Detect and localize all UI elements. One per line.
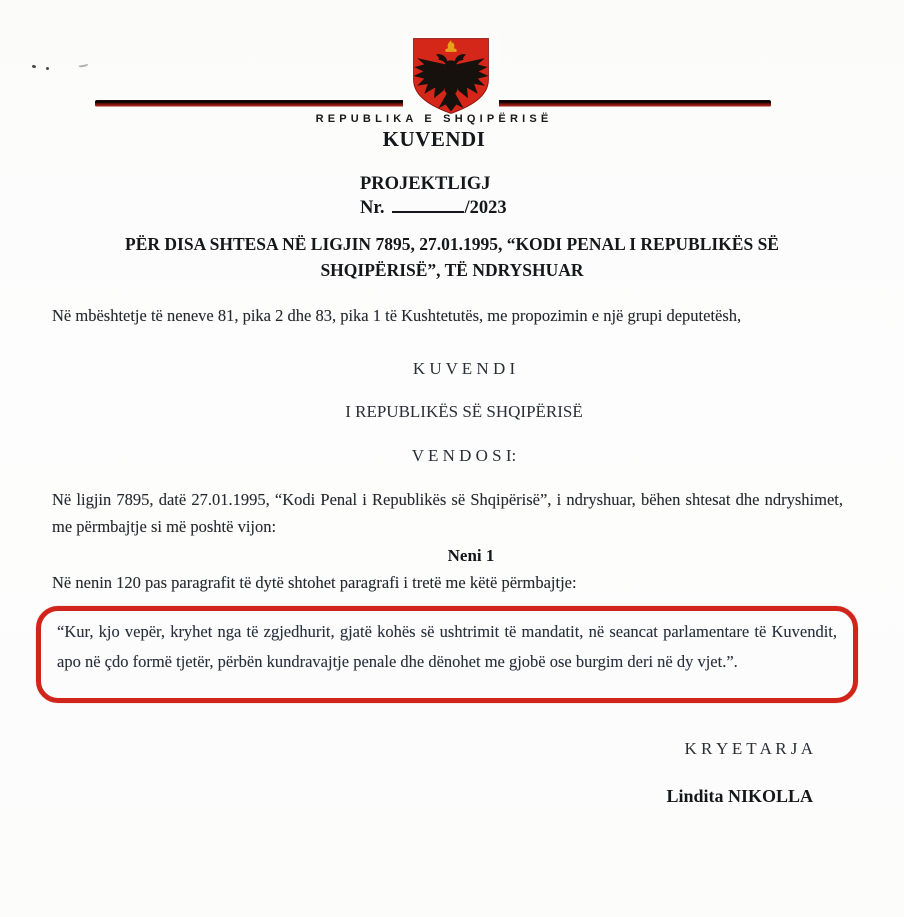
pen-mark-dot	[46, 67, 49, 70]
doc-number-prefix: Nr.	[360, 198, 385, 218]
decision-intro-paragraph: Në ligjin 7895, datë 27.01.1995, “Kodi Penal i Republikës së Shqipërisë”, i ndryshuar, bëhen shtesat dhe ndryshimet, me përmbajtje si më poshtë vijon:	[52, 490, 843, 536]
pen-mark-squiggle	[77, 60, 88, 68]
law-title-line2: SHQIPËRISË”, TË NDRYSHUAR	[320, 260, 584, 280]
doc-number-line	[360, 196, 507, 220]
article-1-heading: Neni 1	[447, 546, 495, 565]
article-1-intro: Në nenin 120 pas paragrafit të dytë shtohet paragrafi i tretë me këtë përmbajtje:	[52, 573, 577, 592]
doc-number-suffix: /2023	[464, 198, 507, 218]
enacting-body-name: K U V E N D I	[412, 359, 516, 378]
doc-type-block	[360, 172, 507, 220]
pen-mark-dot	[32, 64, 37, 68]
signature-title: K R Y E T A R J A	[684, 739, 813, 758]
law-title-line1: PËR DISA SHTESA NË LIGJIN 7895, 27.01.1995, “KODI PENAL I REPUBLIKËS SË	[125, 234, 779, 254]
doc-number-blank	[392, 197, 464, 213]
law-title	[0, 231, 904, 283]
red-highlight-box	[36, 606, 858, 703]
albanian-eagle-emblem-icon	[403, 34, 499, 118]
institution-name: KUVENDI	[382, 127, 486, 151]
enacting-body-subtitle: I REPUBLIKËS SË SHQIPËRISË	[345, 402, 583, 421]
preamble-paragraph: Në mbështetje të neneve 81, pika 2 dhe 83, pika 1 të Kushtetutës, me propozimin e një grupi deputetësh,	[52, 306, 742, 325]
republic-label: REPUBLIKA E SHQIPËRISË	[315, 113, 553, 125]
highlighted-provision-text: “Kur, kjo vepër, kryhet nga të zgjedhurit, gjatë kohës së ushtrimit të mandatit, në seancat parlamentare të Kuvendit, apo në çdo formë tjetër, përbën kundravajtje penale dhe dënohet me gjobë ose burgim deri në dy vjet.”.	[57, 622, 837, 671]
decision-word: V E N D O S I:	[411, 446, 517, 465]
doc-type: PROJEKTLIGJ	[360, 174, 491, 194]
signature-name: Lindita NIKOLLA	[666, 786, 813, 806]
